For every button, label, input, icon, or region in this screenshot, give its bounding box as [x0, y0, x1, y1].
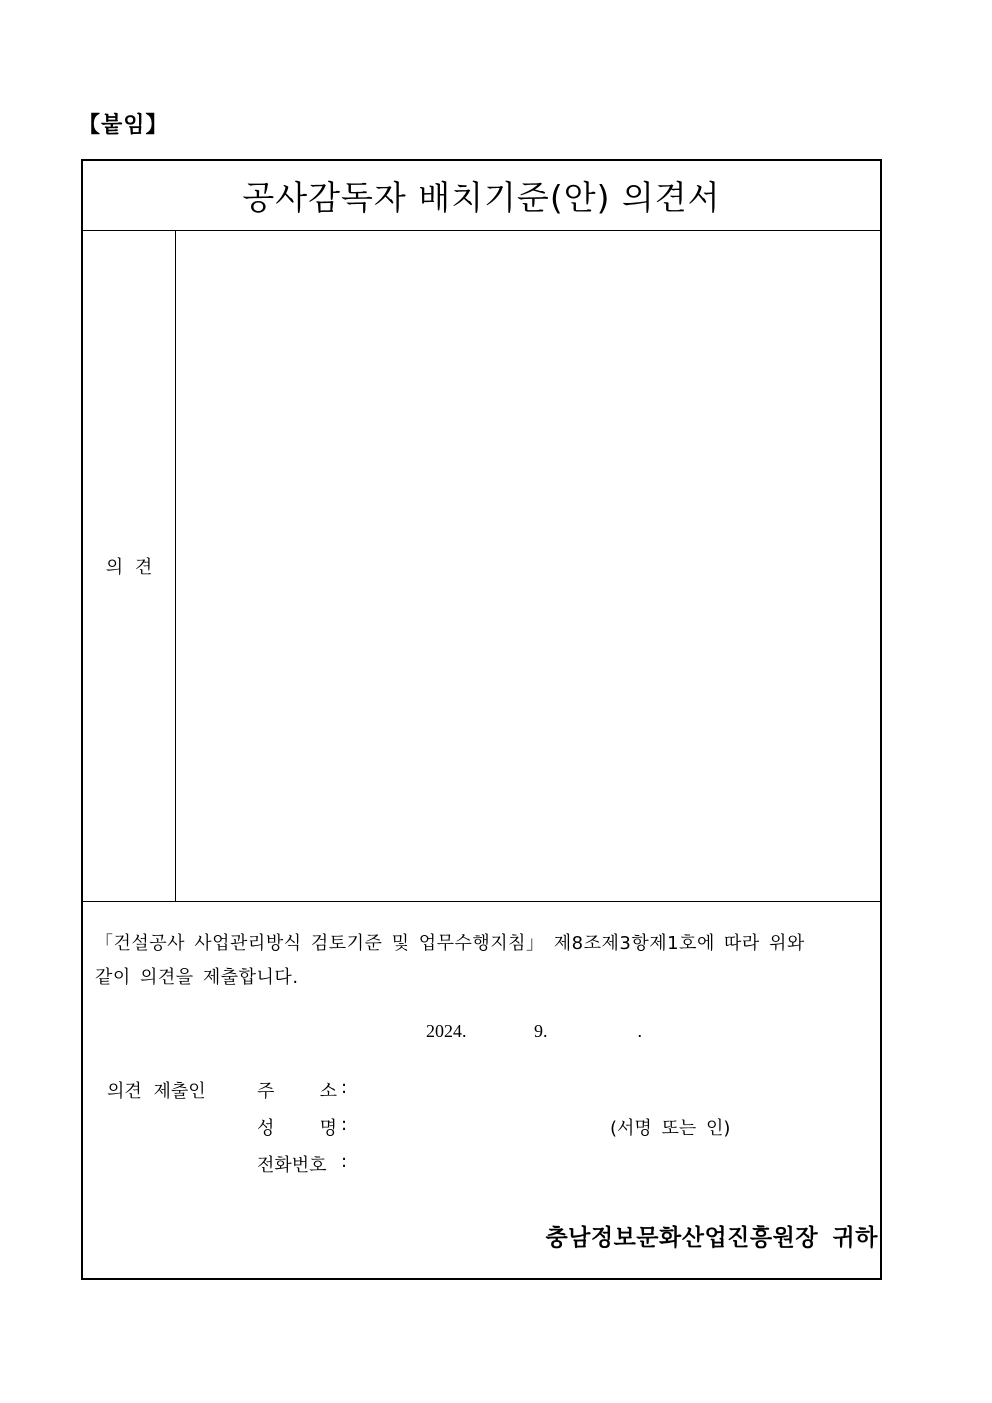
opinion-form	[81, 159, 882, 1280]
phone-colon: :	[341, 1151, 348, 1172]
opinion-label: 의 견	[83, 231, 176, 901]
addressee: 충남정보문화산업진흥원장 귀하	[545, 1225, 878, 1251]
submission-statement	[95, 927, 865, 995]
name-colon: :	[341, 1114, 348, 1135]
attachment-label: 【붙임】	[78, 113, 169, 138]
address-colon: :	[341, 1077, 348, 1098]
signature-note: (서명 또는 인)	[610, 1118, 731, 1139]
submission-date: 2024. 9. .	[426, 1021, 642, 1041]
phone-label: 전화번호	[257, 1155, 327, 1176]
opinion-row	[83, 231, 880, 902]
name-field[interactable]	[257, 1114, 347, 1140]
statement-line-2: 같이 의견을 제출합니다.	[95, 967, 299, 988]
submitter-label: 의견 제출인	[107, 1081, 206, 1102]
statement-line-1: 「건설공사 사업관리방식 검토기준 및 업무수행지침」 제8조제3항제1호에 따라 위와	[95, 933, 805, 954]
address-field[interactable]	[257, 1077, 347, 1103]
name-label: 성 명	[257, 1118, 337, 1139]
phone-field[interactable]	[257, 1151, 347, 1177]
address-label: 주 소	[257, 1081, 337, 1102]
opinion-input-area[interactable]	[176, 231, 880, 901]
form-title: 공사감독자 배치기준(안) 의견서	[83, 161, 880, 231]
